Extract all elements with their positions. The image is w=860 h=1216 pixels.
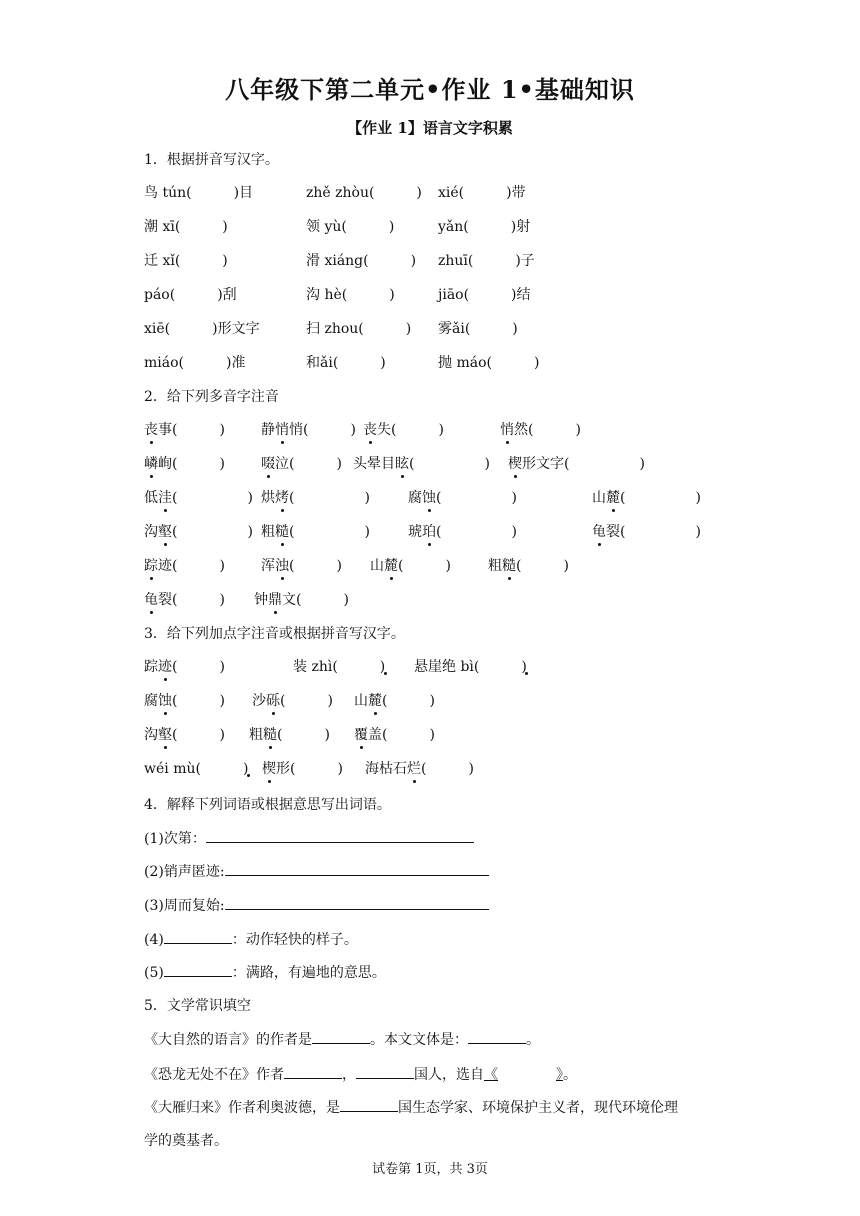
q5-text: 。	[526, 1032, 540, 1048]
q3-item[interactable]	[293, 657, 385, 677]
emphasis-char: 丧	[144, 422, 158, 438]
emphasis-char: 烂	[407, 761, 421, 777]
q1-item[interactable]: 潮 xī( )	[144, 219, 228, 235]
q3-heading: 3．给下列加点字注音或根据拼音写汉字。	[144, 626, 405, 642]
q2-heading: 2．给下列多音字注音	[144, 389, 279, 405]
item-text: 粗	[488, 558, 502, 574]
emphasis-char: 覆	[354, 727, 368, 743]
item-text: 踪	[144, 659, 158, 675]
item-text: 事( )	[158, 422, 225, 438]
item-text: ( )	[172, 490, 253, 506]
item-text: 文( )	[282, 592, 349, 608]
q4-item-3	[144, 895, 489, 916]
q2-item[interactable]	[261, 454, 342, 474]
q5-text: 国生态学家、环境保护主义者，现代环境伦理	[398, 1100, 678, 1116]
q1-item[interactable]: miáo( )准	[144, 355, 246, 371]
emphasis-char: 啜	[261, 456, 275, 472]
q5-text: 《	[484, 1067, 498, 1083]
q5-book-title[interactable]	[484, 1067, 563, 1083]
q2-item[interactable]	[261, 522, 370, 542]
item-text: 悬崖绝 bì( )	[414, 659, 527, 675]
emphasis-char: 珀	[422, 524, 436, 540]
item-text: 烘	[261, 490, 275, 506]
item-text: 然( )	[514, 422, 581, 438]
q2-item[interactable]	[592, 488, 701, 508]
item-text: 盖( )	[368, 727, 435, 743]
item-text: ( )	[172, 524, 253, 540]
item-text: wéi mù( )	[144, 761, 249, 777]
answer-blank[interactable]	[164, 929, 232, 944]
item-text: ( )	[620, 490, 701, 506]
q1-heading: 1．根据拼音写汉字。	[144, 152, 279, 168]
q2-item[interactable]	[261, 556, 342, 576]
item-text: 沟	[144, 524, 158, 540]
q1-item[interactable]: 沟 hè( )	[306, 287, 395, 303]
emphasis-char: 麓	[384, 558, 398, 574]
item-text: 静	[261, 422, 275, 438]
item-text: ( )	[409, 456, 490, 472]
item-text: ( )	[436, 524, 517, 540]
q5-text: 《大自然的语言》的作者是	[144, 1032, 312, 1048]
emphasis-char: 楔	[262, 761, 276, 777]
item-text: ( )	[172, 727, 225, 743]
q5-text: 。本文文体是：	[370, 1032, 468, 1048]
item-text: 粗	[249, 727, 263, 743]
q3-item[interactable]	[262, 759, 343, 779]
emphasis-char: 蚀	[158, 693, 172, 709]
answer-blank[interactable]	[356, 1064, 414, 1079]
answer-blank[interactable]	[468, 1029, 526, 1044]
q1-item[interactable]: páo( )刮	[144, 287, 237, 303]
emphasis-char: 砾	[266, 693, 280, 709]
q2-item[interactable]	[500, 420, 581, 440]
q2-item[interactable]	[592, 522, 701, 542]
item-text: 山	[354, 693, 368, 709]
q3-item[interactable]	[144, 759, 248, 779]
q5-text: 《大雁归来》作者利奥波德，是	[144, 1100, 340, 1116]
q2-item[interactable]	[144, 488, 253, 508]
item-text: 沙	[252, 693, 266, 709]
q5-line-4: 学的奠基者。	[144, 1133, 228, 1149]
answer-blank[interactable]	[225, 895, 489, 910]
q2-item[interactable]	[144, 590, 225, 610]
q1-item[interactable]: 雾ǎi( )	[438, 321, 518, 337]
q4-heading: 4．解释下列词语或根据意思写出词语。	[144, 797, 391, 813]
emphasis-char: 悄	[500, 422, 514, 438]
q4-item-text: ：满路，有遍地的意思。	[231, 965, 386, 981]
answer-blank[interactable]	[206, 828, 474, 843]
item-text: 装 zhì( )	[293, 659, 386, 675]
q2-item[interactable]	[144, 420, 225, 440]
item-text: 裂( )	[158, 592, 225, 608]
item-text: ( )	[516, 558, 569, 574]
q1-item[interactable]: zhě zhòu( )	[306, 185, 422, 201]
item-text: ( )	[436, 490, 517, 506]
emphasis-char: 龟	[592, 524, 606, 540]
item-text: 峋( )	[158, 456, 225, 472]
emphasis-char: 眩	[395, 456, 409, 472]
q3-item[interactable]	[144, 725, 225, 745]
emphasis-char: 迹	[158, 659, 172, 675]
item-text: ( )	[289, 524, 370, 540]
emphasis-char: 糙	[502, 558, 516, 574]
emphasis-char: 鼎	[268, 592, 282, 608]
item-text: 形文字( )	[522, 456, 645, 472]
q4-item-label: (4)	[144, 932, 164, 948]
item-text: 粗	[261, 524, 275, 540]
emphasis-char: 龟	[144, 592, 158, 608]
item-text: 低	[144, 490, 158, 506]
emphasis-char: 糙	[263, 727, 277, 743]
item-text: 悄( )	[289, 422, 356, 438]
q4-item-4	[144, 929, 358, 950]
q3-item[interactable]	[144, 691, 225, 711]
emphasis-char: 楔	[508, 456, 522, 472]
q3-item[interactable]	[354, 725, 435, 745]
q5-text: 。	[563, 1067, 577, 1083]
emphasis-char: 壑	[158, 524, 172, 540]
q2-item[interactable]	[144, 522, 253, 542]
page-title: 八年级下第二单元•作业 1•基础知识	[225, 75, 635, 104]
item-text: ( )	[289, 558, 342, 574]
item-text: ( )	[280, 693, 333, 709]
q2-item[interactable]	[370, 556, 451, 576]
emphasis-char: 麓	[606, 490, 620, 506]
emphasis-char: 壑	[158, 727, 172, 743]
item-text: 失( )	[377, 422, 444, 438]
item-text: 沟	[144, 727, 158, 743]
item-text: 海枯石	[365, 761, 407, 777]
q5-line-3	[144, 1097, 678, 1118]
item-text: 山	[370, 558, 384, 574]
q3-item[interactable]	[414, 657, 527, 677]
item-text: 泣( )	[275, 456, 342, 472]
q4-item-5	[144, 962, 386, 983]
q5-line-2	[144, 1064, 577, 1085]
q4-item-label: (3)周而复始:	[144, 898, 225, 914]
q4-item-label: (2)销声匿迹:	[144, 864, 225, 880]
emphasis-char: 踪	[144, 558, 158, 574]
answer-blank[interactable]	[340, 1097, 398, 1112]
q1-item[interactable]: 抛 máo( )	[438, 355, 540, 371]
item-text: 琥	[408, 524, 422, 540]
q2-item[interactable]	[254, 590, 349, 610]
q1-item[interactable]: 鸟 tún( )目	[144, 185, 254, 201]
q2-item[interactable]	[261, 420, 356, 440]
q5-text: 国人，选自	[414, 1067, 484, 1083]
q5-line-1	[144, 1029, 540, 1050]
q1-item[interactable]: xiē( )形文字	[144, 321, 260, 337]
item-text: ( )	[398, 558, 451, 574]
q1-item[interactable]: 迁 xǐ( )	[144, 253, 228, 269]
q2-item[interactable]	[261, 488, 370, 508]
q1-item[interactable]: 和ǎi( )	[306, 355, 386, 371]
q2-item[interactable]	[144, 454, 225, 474]
q5-text: ，	[342, 1067, 356, 1083]
emphasis-char: 麓	[368, 693, 382, 709]
q2-item[interactable]	[408, 522, 517, 542]
item-text: 钟	[254, 592, 268, 608]
item-text: 形( )	[276, 761, 343, 777]
item-text: 迹( )	[158, 558, 225, 574]
emphasis-char: 丧	[363, 422, 377, 438]
q1-item[interactable]: 领 yù( )	[306, 219, 395, 235]
q3-item[interactable]	[249, 725, 330, 745]
item-text: 裂( )	[606, 524, 701, 540]
q4-item-text: ：动作轻快的样子。	[231, 932, 358, 948]
q3-item[interactable]	[354, 691, 435, 711]
q1-item[interactable]: 扫 zhou( )	[306, 321, 412, 337]
answer-blank[interactable]	[225, 861, 489, 876]
q2-item[interactable]	[363, 420, 444, 440]
answer-blank[interactable]	[312, 1029, 370, 1044]
item-text: ( )	[382, 693, 435, 709]
q3-item[interactable]	[252, 691, 333, 711]
item-text: 浑	[261, 558, 275, 574]
answer-blank[interactable]	[164, 962, 232, 977]
item-text: ( )	[289, 490, 370, 506]
q4-item-label: (1)次第：	[144, 831, 206, 847]
answer-blank[interactable]	[284, 1064, 342, 1079]
emphasis-char: 浊	[275, 558, 289, 574]
q1-item[interactable]: 滑 xiáng( )	[306, 253, 417, 269]
q4-item-2	[144, 861, 489, 882]
q3-item[interactable]	[144, 657, 225, 677]
item-text: 腐	[408, 490, 422, 506]
emphasis-char: 悄	[275, 422, 289, 438]
item-text: 山	[592, 490, 606, 506]
item-text: 腐	[144, 693, 158, 709]
item-text: ( )	[172, 659, 225, 675]
q1-item[interactable]: xié( )带	[438, 185, 526, 201]
q3-item[interactable]	[365, 759, 474, 779]
q4-item-label: (5)	[144, 965, 164, 981]
q2-item[interactable]	[353, 454, 490, 474]
q2-item[interactable]	[408, 488, 517, 508]
emphasis-char: 糙	[275, 524, 289, 540]
item-text: ( )	[277, 727, 330, 743]
item-text: ( )	[172, 693, 225, 709]
emphasis-char: 洼	[158, 490, 172, 506]
emphasis-char: 嶙	[144, 456, 158, 472]
page-footer: 试卷第 1页，共 3页	[372, 1162, 488, 1177]
q1-item[interactable]: yǎn( )射	[438, 219, 531, 235]
item-text: ( )	[421, 761, 474, 777]
q1-item[interactable]: jiāo( )结	[438, 287, 531, 303]
q2-item[interactable]	[144, 556, 225, 576]
q2-item[interactable]	[488, 556, 569, 576]
q1-item[interactable]: zhuī( )子	[438, 253, 535, 269]
page-subtitle: 【作业 1】语言文字积累	[347, 119, 513, 137]
q5-text: 》	[556, 1067, 563, 1083]
emphasis-char: 烤	[275, 490, 289, 506]
item-text: 头晕目	[353, 456, 395, 472]
q2-item[interactable]	[508, 454, 645, 474]
q5-text: 《恐龙无处不在》作者	[144, 1067, 284, 1083]
q5-heading: 5．文学常识填空	[144, 998, 251, 1014]
q4-item-1	[144, 828, 474, 849]
emphasis-char: 蚀	[422, 490, 436, 506]
